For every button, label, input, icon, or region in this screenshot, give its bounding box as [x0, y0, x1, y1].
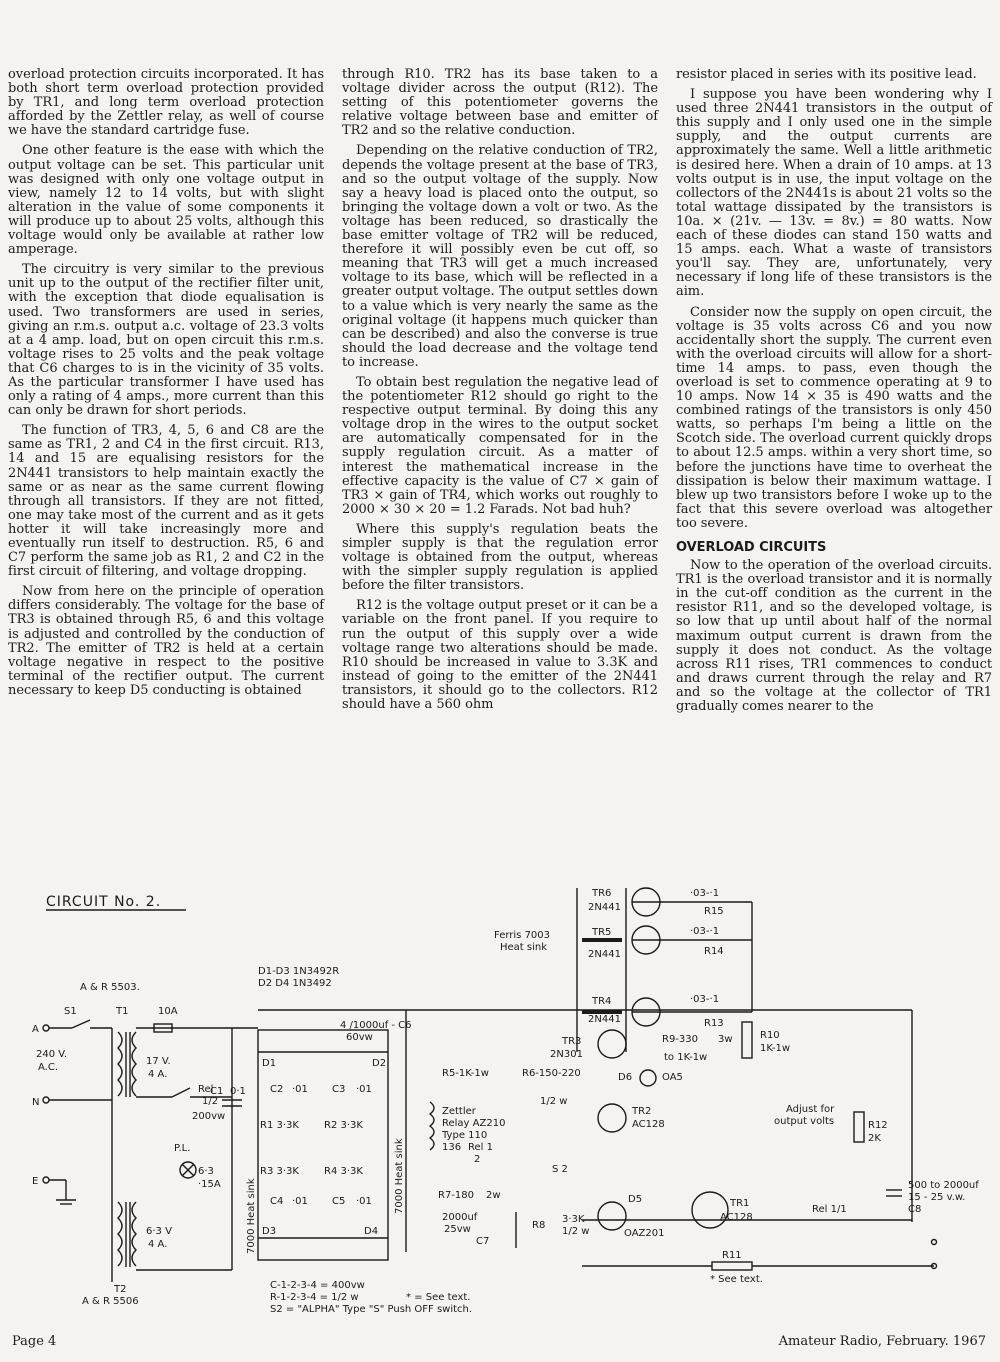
tr5-label: TR5	[592, 927, 612, 938]
regulator-section	[430, 1022, 979, 1285]
t2-label: A & R 5506	[82, 1296, 139, 1307]
paragraph: Consider now the supply on open circuit, the voltage is 35 volts across C6 and you now accidentally short the supply. The current even with the overload circuits will allow for a short-time 14 amps. to pass, even though the overload is set to commence operating at 9 to 10 amps. Now 14 × 35 is 490 watts and the combined ratings of the transistors is only 450 watts, so perhaps I'm being a little on the Scotch side. The overload current quickly drops to about 12.5 amps. within a very short time, so before the junctions have time to overheat the dissipation is below their maximum wattage. I blew up two transistors before I woke up to the fact that this severe overload was altogether too severe.	[676, 304, 992, 531]
c7-value: 2000uf	[442, 1212, 478, 1223]
relay-label-2: Relay AZ210	[442, 1118, 506, 1129]
r10-value: 1K-1w	[760, 1043, 791, 1054]
paragraph: Depending on the relative conduction of TR2, depends the voltage present at the base of TR3, and so the output voltage of the supply. Now say a heavy load is placed onto the output, so bringing the voltage down a volt or two. As the voltage has been reduced, so drastically the base emitter voltage of TR2 will be reduced, therefore it will possibly even be cut off, so meaning that TR3 will get a much increased voltage to its base, which will be reflected in a greater output voltage. The output settles down to a value which is very nearly the same as the original voltage (it happens much quicker than can be described) and also the converse is true should the load decrease and the voltage tend to increase.	[342, 143, 658, 370]
s1-label: S1	[64, 1006, 77, 1017]
fuse-label: 10A	[158, 1006, 178, 1017]
rel11-label: Rel 1/1	[812, 1204, 847, 1215]
c6-voltage: 60vw	[346, 1032, 373, 1043]
r3-label: R3 3·3K	[260, 1166, 299, 1177]
relay-label-1: Zettler	[442, 1106, 476, 1117]
t1-primary	[118, 1032, 122, 1096]
r5-label: R5-1K-1w	[442, 1068, 489, 1079]
adjust-label-2: output volts	[774, 1116, 835, 1127]
r8-watt: 1/2 w	[562, 1226, 590, 1237]
c1-value: 0·1	[230, 1086, 246, 1097]
s2-label: S 2	[552, 1164, 568, 1175]
column-2	[342, 68, 658, 858]
mains-ac: A.C.	[38, 1062, 59, 1073]
d6-label: D6	[618, 1072, 633, 1083]
d5-type: OAZ201	[624, 1228, 665, 1239]
component-notes	[270, 1280, 472, 1315]
t1-label: A & R 5503.	[80, 982, 140, 993]
sec2-current: 4 A.	[148, 1239, 168, 1250]
r2-label: R2 3·3K	[324, 1120, 363, 1131]
paragraph: resistor placed in series with its positive lead.	[676, 67, 977, 82]
paragraph: I suppose you have been wondering why I used three 2N441 transistors in the output of this supply and I only used one in the simple supply, and the output currents are approximately the same. Well a little arithmetic is desired here. When a drain of 10 amps. at 13 volts output is in use, the input voltage on the collectors of the 2N441s is about 21 volts so the total wattage dissipated by the transistors is 10a. × (21v. — 13v. = 8v.) = 80 watts. Now each of these diodes can stand 150 watts and 15 amps. each. What a waste of transistors you'll say. They are, unfortunately, very necessary if long life of these transistors is the aim.	[676, 87, 993, 300]
c1-voltage: 200vw	[192, 1111, 226, 1122]
c8-label: C8	[908, 1204, 922, 1215]
t2-secondary	[132, 1202, 136, 1266]
output-transistor-bank	[494, 888, 752, 1052]
d1-label: D1	[262, 1058, 277, 1069]
heatsink-left-label: 7000 Heat sink	[246, 1178, 257, 1254]
r13-value: ·03-·1	[690, 994, 720, 1005]
tr2-label: TR2	[632, 1106, 652, 1117]
c8-value: 500 to 2000uf	[908, 1180, 979, 1191]
r12-value: 2K	[868, 1133, 881, 1144]
rel12-label: Rel	[198, 1084, 214, 1095]
r6-watt: 1/2 w	[540, 1096, 568, 1107]
schematic	[22, 882, 982, 1332]
mains-voltage: 240 V.	[36, 1049, 67, 1060]
r12-symbol	[854, 1112, 864, 1142]
rel12-sub: 1/2	[202, 1096, 219, 1107]
output-positive	[932, 1240, 937, 1245]
r14-value: ·03-·1	[690, 926, 720, 937]
t2-name: T2	[114, 1284, 127, 1295]
paragraph: overload protection circuits incorporated. It has both short term overload protection provided by TR1, and long term overload protection afforded by the Zettler relay, as well of course we have the standard cartridge fuse.	[8, 67, 324, 139]
note-resistors: R-1-2-3-4 = 1/2 w	[270, 1292, 359, 1303]
circuit-diagram	[22, 882, 982, 1332]
r1-label: R1 3·3K	[260, 1120, 299, 1131]
r15-value: ·03-·1	[690, 888, 720, 899]
r11-note: * See text.	[710, 1274, 763, 1285]
t1-name: T1	[116, 1006, 129, 1017]
d2-label: D2	[372, 1058, 387, 1069]
r8-value: 3·3K	[562, 1214, 585, 1225]
c7-label: C7	[476, 1236, 490, 1247]
circuit-title: CIRCUIT No. 2.	[46, 894, 162, 910]
pl-voltage: 6·3	[198, 1166, 214, 1177]
c2-value: ·01	[292, 1084, 308, 1095]
c1-capacitor	[192, 1028, 246, 1270]
tr4-type: 2N441	[588, 1014, 621, 1025]
d3-label: D3	[262, 1226, 277, 1237]
c6-capacitor	[340, 1010, 412, 1252]
tr3-symbol	[598, 1030, 626, 1058]
pl-label: P.L.	[174, 1143, 191, 1154]
d5-label: D5	[628, 1194, 643, 1205]
relay-label-5: Rel 1	[468, 1142, 493, 1153]
page-number: Page 4	[12, 1334, 57, 1349]
d6-symbol	[640, 1070, 656, 1086]
c2-label: C2	[270, 1084, 284, 1095]
tr6-label: TR6	[592, 888, 612, 899]
note-switch: S2 = "ALPHA" Type "S" Push OFF switch.	[270, 1304, 473, 1315]
c5-label: C5	[332, 1196, 346, 1207]
paragraph: Now to the operation of the overload circuits. TR1 is the overload transistor and it is normally in the cut-off condition as the current in the resistor R11, and so the developed voltage, is so low that up until about half of the normal maximum output current is drawn from the supply it does not conduct. As the voltage across R11 rises, TR1 commences to conduct and draws current through the relay and R7 and so the voltage at the collector of TR1 gradually comes nearer to the	[676, 558, 992, 715]
r7-label: R7-180	[438, 1190, 475, 1201]
tr1-type: AC128	[720, 1212, 753, 1223]
r10-label: R10	[760, 1030, 780, 1041]
publication-info: Amateur Radio, February. 1967	[778, 1334, 986, 1349]
t2-primary	[118, 1202, 122, 1266]
pl-current: ·15A	[198, 1179, 221, 1190]
tr2-symbol	[598, 1104, 626, 1132]
mains-e-label: E	[32, 1176, 39, 1187]
c3-value: ·01	[356, 1084, 372, 1095]
relay-label-6: 2	[474, 1154, 481, 1165]
relay-coil	[430, 1102, 434, 1150]
tr2-type: AC128	[632, 1119, 665, 1130]
page-footer	[12, 1334, 986, 1349]
paragraph: The circuitry is very similar to the previous unit up to the output of the rectifier filter unit, with the exception that diode equalisation is used. Two transformers are used in series, giving an r.m.s. output a.c. voltage of 23.3 volts at a 4 amp. load, but on open circuit this r.m.s. voltage rises to 25 volts and the peak voltage that C6 charges to is in the vicinity of 35 volts. As the particular transformer I have used has only a rating of 4 amps., more current than this can only be drawn for short periods.	[8, 262, 324, 419]
c6-label: 4 /1000uf - C6	[340, 1020, 412, 1031]
r9-watt: 3w	[718, 1034, 733, 1045]
sec1-current: 4 A.	[148, 1069, 168, 1080]
paragraph: Where this supply's regulation beats the simpler supply is that the regulation error voltage is obtained from the output, whereas with the simpler supply regulation is applied before the filter transistors.	[342, 521, 658, 594]
tr4-label: TR4	[592, 996, 612, 1007]
relay-label-4: 136	[442, 1142, 462, 1153]
tr5-type: 2N441	[588, 949, 621, 960]
relay-label-3: Type 110	[442, 1130, 488, 1141]
paragraph: through R10. TR2 has its base taken to a voltage divider across the output (R12). The setting of this potentiometer governs the relative voltage between base and emitter of TR2 and so the relative conduction.	[342, 67, 658, 139]
r10-symbol	[742, 1022, 752, 1058]
column-1	[8, 68, 324, 858]
c4-value: ·01	[292, 1196, 308, 1207]
paragraph: Now from here on the principle of operation differs considerably. The voltage for the base of TR3 is obtained through R5, 6 and this voltage is adjusted and controlled by the conduction of TR2. The emitter of TR2 is held at a certain voltage negative in respect to the positive terminal of the rectifier output. The current necessary to keep D5 conducting is obtained	[8, 584, 324, 698]
r11-label: R11	[722, 1250, 742, 1261]
note-star: * = See text.	[406, 1292, 471, 1303]
heatsink-label-1: Ferris 7003	[494, 930, 551, 941]
d6-type: OA5	[662, 1072, 683, 1083]
paragraph: The function of TR3, 4, 5, 6 and C8 are the same as TR1, 2 and C4 in the first circuit. R13, 14 and 15 are equalising resistors for the 2N441 transistors to help maintain exactly the same or as near as the same current flowing through all transistors. If they are not fitted, one may take most of the current and as it gets hotter it will take increasingly more and eventually run itself to destruction. R5, 6 and C7 perform the same job as R1, 2 and C2 in the first circuit of filtering, and voltage dropping.	[8, 423, 324, 580]
tr1-label: TR1	[730, 1198, 750, 1209]
c5-value: ·01	[356, 1196, 372, 1207]
sec1-voltage: 17 V.	[146, 1056, 171, 1067]
r4-label: R4 3·3K	[324, 1166, 363, 1177]
r9-alt: to 1K-1w	[664, 1052, 708, 1063]
c7-voltage: 25vw	[444, 1224, 471, 1235]
mains-input	[32, 982, 258, 1307]
adjust-label-1: Adjust for	[786, 1104, 835, 1115]
r7-watt: 2w	[486, 1190, 501, 1201]
paragraph: One other feature is the ease with which the output voltage can be set. This particular unit was designed with only one voltage output in view, namely 12 to 14 volts, but with slight alteration in the value of some components it will produce up to about 25 volts, although this voltage would only be available at rather low amperage.	[8, 143, 324, 258]
d5-symbol	[598, 1202, 626, 1230]
r13-label: R13	[704, 1018, 724, 1029]
t1-secondary	[132, 1032, 136, 1096]
c4-label: C4	[270, 1196, 284, 1207]
diodes-label-1: D1-D3 1N3492R	[258, 966, 340, 977]
tr3-label: TR3	[562, 1036, 582, 1047]
paragraph: R12 is the voltage output preset or it can be a variable on the front panel. If you require to run the output of this supply over a wide voltage range two alterations should be made. R10 should be increased in value to 3.3K and instead of going to the emitter of the 2N441 transistors, it should go to the collectors. R12 should have a 560 ohm	[342, 598, 658, 713]
c1-label: C1	[210, 1086, 224, 1097]
heatsink-right-label: 7000 Heat sink	[394, 1138, 405, 1214]
c3-label: C3	[332, 1084, 346, 1095]
d4-label: D4	[364, 1226, 379, 1237]
heatsink-label-2: Heat sink	[500, 942, 548, 953]
r11-symbol	[712, 1262, 752, 1270]
sec2-voltage: 6·3 V	[146, 1226, 172, 1237]
mains-a-label: A	[32, 1024, 39, 1035]
r12-label: R12	[868, 1120, 888, 1131]
r14-label: R14	[704, 946, 724, 957]
c8-voltage: 15 - 25 v.w.	[908, 1192, 966, 1203]
paragraph: To obtain best regulation the negative lead of the potentiometer R12 should go right to the respective output terminal. By doing this any voltage drop in the wires to the output socket are automatically compensated for in the supply regulation circuit. As a matter of interest the mathematical increase in the effective capacity is the value of C7 × gain of TR3 × gain of TR4, which works out roughly to 2000 × 30 × 20 = 1.2 Farads. Not bad huh?	[342, 374, 658, 517]
r8-label: R8	[532, 1220, 546, 1231]
tr3-type: 2N301	[550, 1049, 583, 1060]
note-capacitors: C-1-2-3-4 = 400vw	[270, 1280, 365, 1291]
r15-label: R15	[704, 906, 724, 917]
r9-label: R9-330	[662, 1034, 699, 1045]
tr6-type: 2N441	[588, 902, 621, 913]
section-heading: OVERLOAD CIRCUITS	[676, 540, 827, 555]
r6-label: R6-150-220	[522, 1068, 581, 1079]
article-columns	[8, 68, 992, 858]
diodes-label-2: D2 D4 1N3492	[258, 978, 332, 989]
mains-n-label: N	[32, 1097, 40, 1108]
column-3	[676, 68, 992, 858]
